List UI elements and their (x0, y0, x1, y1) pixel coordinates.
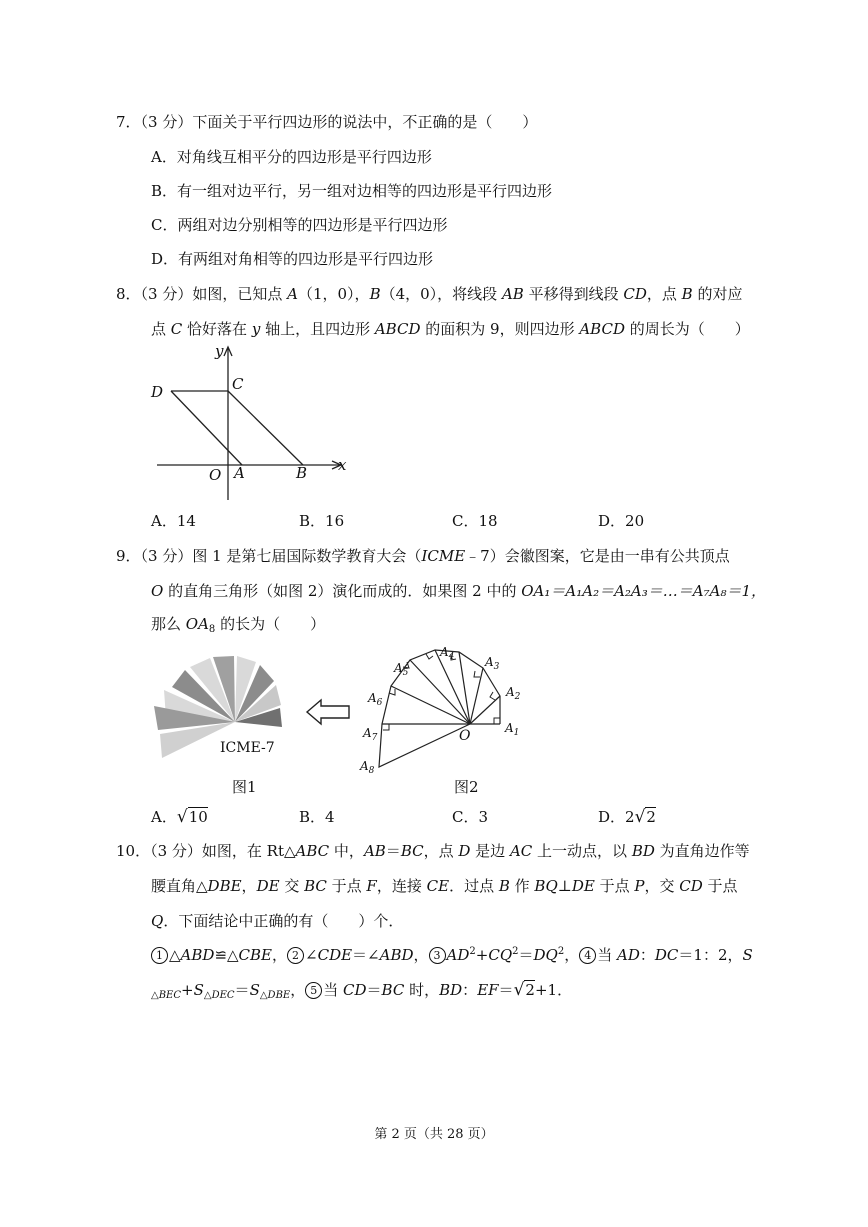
q10-line1: 10．（3 分）如图，在 Rt△ABC 中，AB＝BC，点 D 是边 AC 上一动点，以 BD 为直角边作等 (116, 842, 750, 860)
label-a8: $A_8$ (360, 759, 375, 776)
label-a6: $A_6$ (368, 691, 383, 708)
q9-option-b: B．4 (299, 808, 335, 826)
q9-line1: 9．（3 分）图 1 是第七届国际数学教育大会（ICME﹣7）会徽图案，它是由一串有公共顶点 (116, 547, 730, 565)
q8-figure (145, 340, 365, 505)
label-a3: $A_3$ (485, 655, 500, 672)
q9-option-d: D．2√2 (598, 807, 656, 827)
q7-stem: 7．（3 分）下面关于平行四边形的说法中，不正确的是（ ） (116, 113, 538, 131)
q7-option-c: C．两组对边分别相等的四边形是平行四边形 (151, 216, 448, 234)
icme-fan-figure (150, 650, 290, 800)
label-b: B (296, 464, 308, 482)
q7-option-d: D．有两组对角相等的四边形是平行四边形 (151, 250, 434, 268)
left-arrow-icon (305, 698, 351, 726)
q9-option-a: A．√10 (151, 807, 208, 827)
label-a4: $A_4$ (440, 645, 455, 662)
q9-line3: 那么 $OA_8$ 的长为（ ） (151, 615, 326, 635)
label-a2: $A_2$ (506, 685, 521, 702)
side-da (171, 391, 242, 465)
q9-line2: O 的直角三角形（如图 2）演化而成的．如果图 2 中的 OA₁＝A₁A₂＝A₂A₃＝…＝A₇A₈＝1， (151, 582, 767, 600)
q10-line4: 1 △ABD≌△CBE， 2 ∠CDE＝∠ABD， 3 $AD^2+CQ^2=DQ^2$， 4 当 AD：DC＝1：2，S (151, 945, 753, 965)
q7-option-a: A．对角线互相平分的四边形是平行四边形 (151, 148, 432, 166)
q8-option-d: D．20 (598, 512, 645, 530)
q10-line2: 腰直角△DBE，DE 交 BC 于点 F，连接 CE．过点 B 作 BQ⊥DE 于点 P，交 CD 于点 (151, 877, 738, 895)
label-a: A (234, 464, 245, 482)
label-a5: $A_5$ (394, 661, 409, 678)
q10-line3: Q．下面结论中正确的有（ ）个． (151, 912, 404, 930)
q10-line5: $_{\triangle BEC}+S_{\triangle DEC}=S_{\triangle DBE}$， 5 当 CD＝BC 时，BD：EF＝√2+1． (151, 980, 573, 1001)
q7-option-b: B．有一组对边平行，另一组对边相等的四边形是平行四边形 (151, 182, 553, 200)
label-d: D (151, 383, 164, 401)
label-x: x (338, 456, 347, 474)
q8-line2: 点 C 恰好落在 y 轴上，且四边形 ABCD 的面积为 9，则四边形 ABCD 的周长为（ ） (151, 320, 750, 338)
q8-option-a: A．14 (151, 512, 196, 530)
fig1-caption: 图1 (232, 778, 257, 796)
label-a7: $A_7$ (363, 726, 378, 743)
fig2-caption: 图2 (454, 778, 479, 796)
icme-label: ICME-7 (220, 740, 275, 756)
spiral-triangles-figure (355, 640, 535, 805)
label-a1: $A_1$ (505, 721, 520, 738)
q9-option-c: C．3 (452, 808, 489, 826)
q8-option-b: B．16 (299, 512, 345, 530)
q8-line1: 8．（3 分）如图，已知点 A（1，0），B（4，0），将线段 AB 平移得到线段 CD，点 B 的对应 (116, 285, 743, 303)
label-o: O (459, 728, 471, 744)
label-y: y (215, 342, 224, 360)
page-footer: 第 2 页（共 28 页） (374, 1127, 494, 1142)
label-c: C (232, 375, 244, 393)
q8-option-c: C．18 (452, 512, 498, 530)
vertex-labels (359, 645, 521, 776)
label-o: O (209, 466, 222, 484)
side-cb (228, 391, 303, 465)
